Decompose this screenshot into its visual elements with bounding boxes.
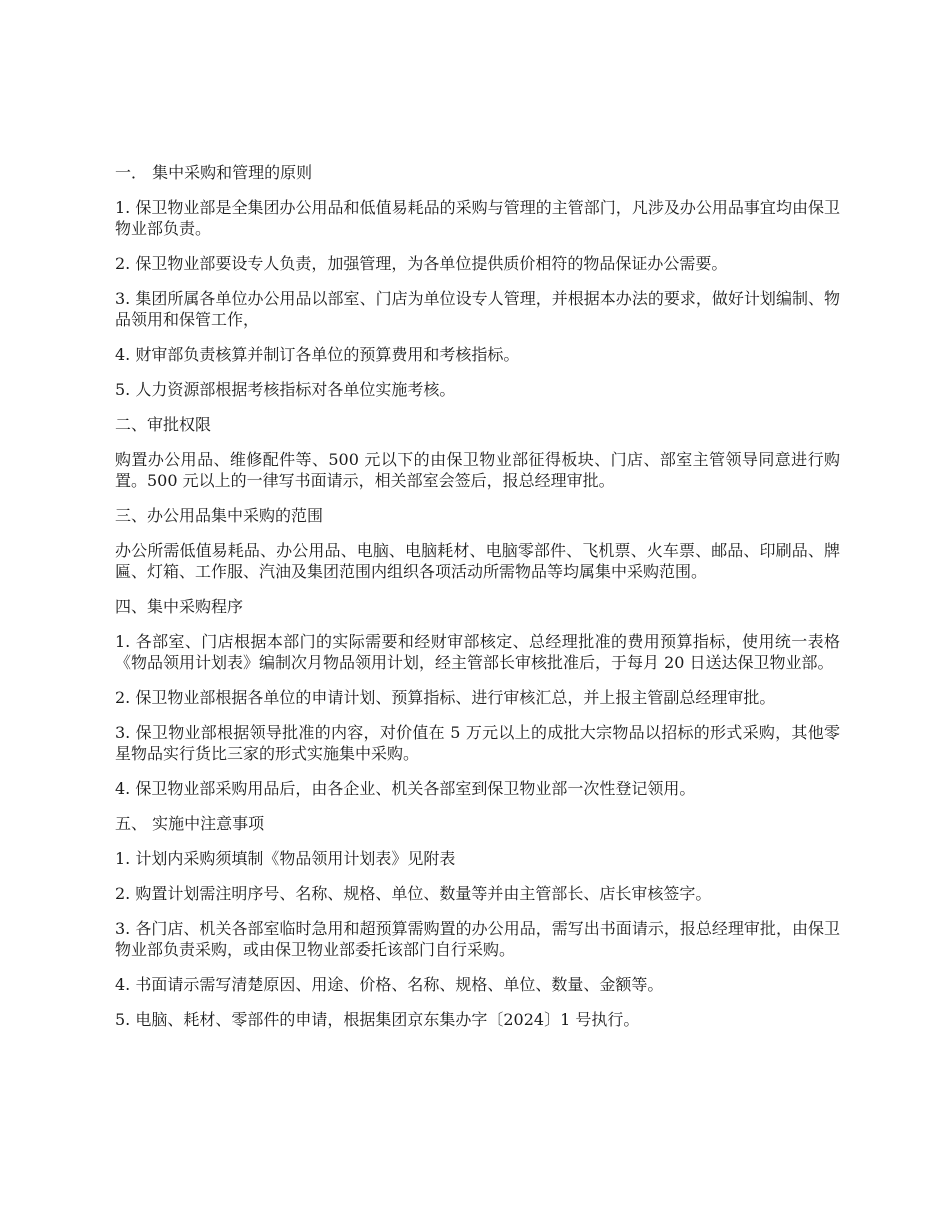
paragraph: 1. 保卫物业部是全集团办公用品和低值易耗品的采购与管理的主管部门，凡涉及办公用品事宜均由保卫物业部负责。 bbox=[115, 198, 840, 238]
paragraph: 3. 保卫物业部根据领导批准的内容，对价值在 5 万元以上的成批大宗物品以招标的形式采购，其他零星物品实行货比三家的形式实施集中采购。 bbox=[115, 723, 840, 763]
paragraph: 2. 保卫物业部要设专人负责，加强管理，为各单位提供质价相符的物品保证办公需要。 bbox=[115, 254, 728, 273]
paragraph: 4. 书面请示需写清楚原因、用途、价格、名称、规格、单位、数量、金额等。 bbox=[115, 975, 664, 994]
paragraph: 5. 电脑、耗材、零部件的申请，根据集团京东集办字〔2024〕1 号执行。 bbox=[115, 1010, 640, 1029]
paragraph: 1. 各部室、门店根据本部门的实际需要和经财审部核定、总经理批准的费用预算指标，使用统一表格《物品领用计划表》编制次月物品领用计划，经主管部长审核批准后，于每月 20 日送达保卫物业部。 bbox=[115, 632, 840, 672]
paragraph: 3. 集团所属各单位办公用品以部室、门店为单位设专人管理，并根据本办法的要求，做好计划编制、物品领用和保管工作， bbox=[115, 289, 840, 329]
section-heading-1: 一． 集中采购和管理的原则 bbox=[115, 163, 313, 182]
section-heading-3: 三、办公用品集中采购的范围 bbox=[115, 506, 324, 525]
paragraph: 4. 保卫物业部采购用品后，由各企业、机关各部室到保卫物业部一次性登记领用。 bbox=[115, 779, 696, 798]
paragraph: 2. 保卫物业部根据各单位的申请计划、预算指标、进行审核汇总，并上报主管副总经理审批。 bbox=[115, 688, 776, 707]
section-heading-2: 二、审批权限 bbox=[115, 415, 212, 434]
paragraph: 3. 各门店、机关各部室临时急用和超预算需购置的办公用品，需写出书面请示，报总经理审批，由保卫物业部负责采购，或由保卫物业部委托该部门自行采购。 bbox=[115, 919, 840, 959]
document-page bbox=[115, 162, 840, 1044]
paragraph: 5. 人力资源部根据考核指标对各单位实施考核。 bbox=[115, 380, 456, 399]
section-heading-5: 五、 实施中注意事项 bbox=[115, 814, 265, 833]
paragraph: 2. 购置计划需注明序号、名称、规格、单位、数量等并由主管部长、店长审核签字。 bbox=[115, 884, 712, 903]
paragraph: 办公所需低值易耗品、办公用品、电脑、电脑耗材、电脑零部件、飞机票、火车票、邮品、印刷品、牌匾、灯箱、工作服、汽油及集团范围内组织各项活动所需物品等均属集中采购范围。 bbox=[115, 541, 840, 581]
paragraph: 购置办公用品、维修配件等、500 元以下的由保卫物业部征得板块、门店、部室主管领导同意进行购置。500 元以上的一律写书面请示，相关部室会签后，报总经理审批。 bbox=[115, 450, 840, 490]
paragraph: 1. 计划内采购须填制《物品领用计划表》见附表 bbox=[115, 849, 456, 868]
section-heading-4: 四、集中采购程序 bbox=[115, 597, 244, 616]
paragraph: 4. 财审部负责核算并制订各单位的预算费用和考核指标。 bbox=[115, 345, 520, 364]
